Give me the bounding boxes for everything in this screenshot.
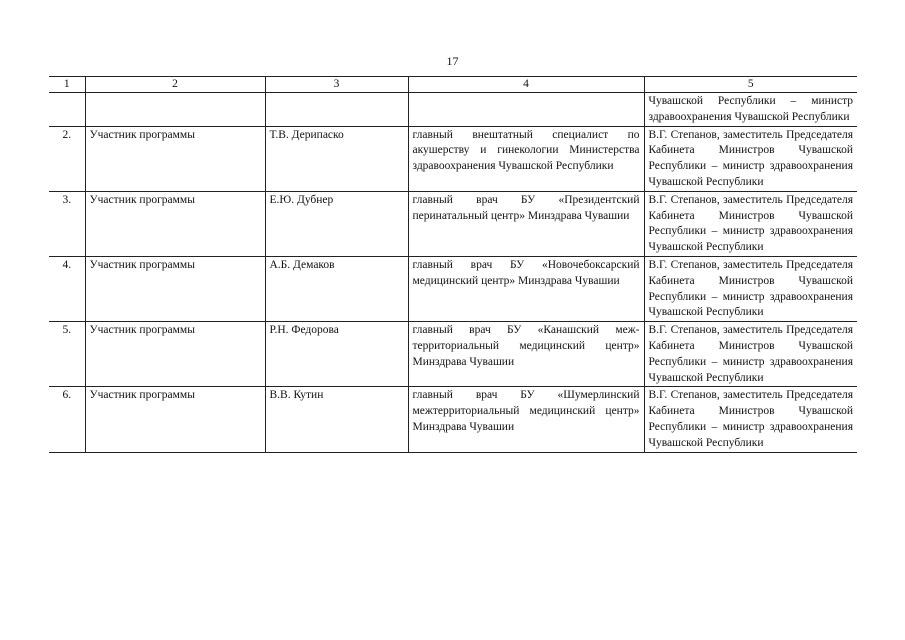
row-number: 6. bbox=[49, 387, 85, 452]
participant-position: главный врач БУ «Канашский межтерриториальный медицинский центр» Минздрава Чувашии bbox=[408, 322, 644, 387]
participant-position: главный врач БУ «Президентский перинатальный центр» Минздрава Чувашии bbox=[408, 191, 644, 256]
participant-role: Участник программы bbox=[85, 191, 265, 256]
participant-name: Е.Ю. Дубнер bbox=[265, 191, 408, 256]
approver: В.Г. Степанов, заместитель Председателя Кабинета Министров Чувашской Республики – министр здравоохранения Чувашской Республики bbox=[644, 126, 857, 191]
participant-name: А.Б. Демаков bbox=[265, 256, 408, 321]
column-number: 2 bbox=[85, 77, 265, 93]
program-participants-table bbox=[49, 76, 857, 453]
participant-position bbox=[408, 93, 644, 127]
participant-role: Участник программы bbox=[85, 126, 265, 191]
participant-role: Участник программы bbox=[85, 387, 265, 452]
participant-role bbox=[85, 93, 265, 127]
participant-role: Участник программы bbox=[85, 322, 265, 387]
row-number bbox=[49, 93, 85, 127]
row-number: 4. bbox=[49, 256, 85, 321]
column-number: 3 bbox=[265, 77, 408, 93]
page-number: 17 bbox=[446, 54, 459, 68]
participant-name: Р.Н. Федорова bbox=[265, 322, 408, 387]
approver: Чувашской Республики – министр здравоохранения Чувашской Республики bbox=[644, 93, 857, 127]
table-row bbox=[49, 256, 857, 321]
table-row bbox=[49, 191, 857, 256]
participant-position: главный внештатный специалист по акушерству и гинекологии Министерства здравоохранения Чувашской Республики bbox=[408, 126, 644, 191]
row-number: 5. bbox=[49, 322, 85, 387]
row-number: 2. bbox=[49, 126, 85, 191]
column-number: 4 bbox=[408, 77, 644, 93]
table-row bbox=[49, 387, 857, 452]
column-number: 5 bbox=[644, 77, 857, 93]
participant-position: главный врач БУ «Новочебоксарский медицинский центр» Минздрава Чувашии bbox=[408, 256, 644, 321]
approver: В.Г. Степанов, заместитель Председателя Кабинета Министров Чувашской Республики – министр здравоохранения Чувашской Республики bbox=[644, 191, 857, 256]
column-number: 1 bbox=[49, 77, 85, 93]
table-row bbox=[49, 93, 857, 127]
table-row bbox=[49, 322, 857, 387]
row-number: 3. bbox=[49, 191, 85, 256]
approver: В.Г. Степанов, заместитель Председателя Кабинета Министров Чувашской Республики – министр здравоохранения Чувашской Республики bbox=[644, 387, 857, 452]
participant-position: главный врач БУ «Шумерлинский межтерриториальный медицинский центр» Минздрава Чувашии bbox=[408, 387, 644, 452]
participant-name bbox=[265, 93, 408, 127]
participant-role: Участник программы bbox=[85, 256, 265, 321]
approver: В.Г. Степанов, заместитель Председателя Кабинета Министров Чувашской Республики – министр здравоохранения Чувашской Республики bbox=[644, 322, 857, 387]
participant-name: В.В. Кутин bbox=[265, 387, 408, 452]
participant-name: Т.В. Дерипаско bbox=[265, 126, 408, 191]
table-row bbox=[49, 126, 857, 191]
approver: В.Г. Степанов, заместитель Председателя Кабинета Министров Чувашской Республики – министр здравоохранения Чувашской Республики bbox=[644, 256, 857, 321]
column-number-row bbox=[49, 77, 857, 93]
